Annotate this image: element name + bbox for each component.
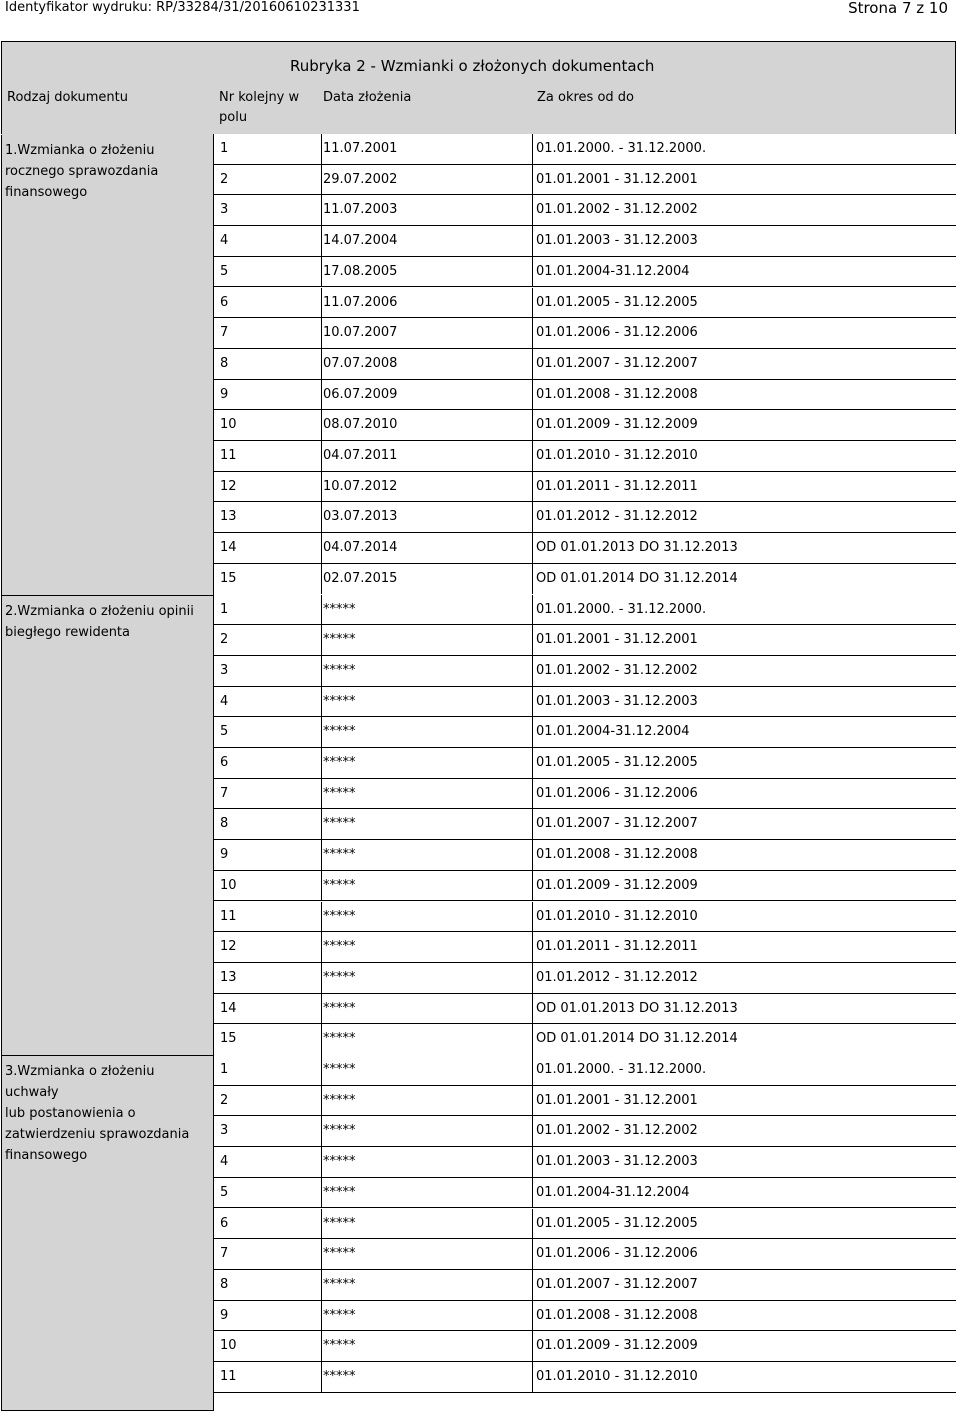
row-number: 9 (220, 847, 229, 863)
column-divider (321, 226, 322, 256)
row-number: 7 (220, 1246, 229, 1262)
row-number: 5 (220, 263, 229, 279)
table-row (214, 502, 956, 533)
column-divider (321, 1055, 322, 1085)
column-divider (532, 134, 533, 164)
submission-date: 11.07.2003 (323, 202, 398, 218)
submission-date: ***** (323, 1246, 356, 1262)
submission-date: 17.08.2005 (323, 263, 398, 279)
submission-date: ***** (323, 724, 356, 740)
column-header-date: Data złożenia (323, 90, 412, 105)
table-row (214, 1209, 956, 1240)
column-divider (532, 226, 533, 256)
period-range: 01.01.2006 - 31.12.2006 (536, 1246, 698, 1262)
row-number: 2 (220, 1092, 229, 1108)
table-row (214, 134, 956, 165)
period-range: 01.01.2009 - 31.12.2009 (536, 1338, 698, 1354)
period-range: 01.01.2012 - 31.12.2012 (536, 509, 698, 525)
column-header-nr-line2: polu (219, 110, 248, 125)
table-row (214, 441, 956, 472)
table-row (214, 195, 956, 226)
period-range: 01.01.2000. - 31.12.2000. (536, 141, 707, 156)
column-divider (532, 1209, 533, 1239)
column-divider (532, 779, 533, 809)
row-number: 2 (220, 171, 229, 187)
column-divider (532, 625, 533, 655)
column-divider (321, 1147, 322, 1177)
column-divider (321, 840, 322, 870)
section-label-line: 3.Wzmianka o złożeniu uchwały (5, 1064, 155, 1100)
period-range: 01.01.2003 - 31.12.2003 (536, 693, 698, 709)
column-divider (321, 472, 322, 502)
period-range: 01.01.2004-31.12.2004 (536, 1184, 690, 1200)
table-row (214, 257, 956, 288)
column-divider (532, 1086, 533, 1116)
row-number: 12 (220, 939, 237, 955)
column-divider (532, 994, 533, 1024)
column-divider (532, 871, 533, 901)
table-row (214, 994, 956, 1025)
period-range: 01.01.2007 - 31.12.2007 (536, 1276, 698, 1292)
submission-date: 03.07.2013 (323, 509, 398, 525)
section-label (5, 1061, 210, 1166)
column-divider (321, 625, 322, 655)
table-row (214, 902, 956, 933)
column-divider (321, 717, 322, 747)
row-number: 13 (220, 969, 237, 985)
row-number: 10 (220, 877, 237, 893)
submission-date: ***** (323, 969, 356, 985)
period-range: 01.01.2008 - 31.12.2008 (536, 386, 698, 402)
submission-date: ***** (323, 1276, 356, 1292)
column-divider (321, 257, 322, 287)
column-divider (321, 809, 322, 839)
period-range: 01.01.2011 - 31.12.2011 (536, 478, 698, 494)
column-divider (321, 1239, 322, 1269)
section-label-cell (1, 134, 213, 595)
table-row (214, 1086, 956, 1117)
submission-date: 06.07.2009 (323, 386, 398, 402)
row-number: 7 (220, 785, 229, 801)
period-range: 01.01.2012 - 31.12.2012 (536, 969, 698, 985)
column-divider (321, 533, 322, 563)
column-divider (532, 1178, 533, 1208)
section-label-line: rocznego sprawozdania (5, 164, 159, 179)
column-divider (321, 687, 322, 717)
period-range: 01.01.2008 - 31.12.2008 (536, 1307, 698, 1323)
table-row (214, 748, 956, 779)
row-number: 14 (220, 1000, 237, 1016)
table-row (214, 717, 956, 748)
column-divider (532, 1331, 533, 1361)
table-row (214, 564, 956, 595)
period-range: 01.01.2002 - 31.12.2002 (536, 662, 698, 678)
period-range: 01.01.2006 - 31.12.2006 (536, 785, 698, 801)
row-number: 1 (220, 1062, 229, 1077)
submission-date: ***** (323, 1307, 356, 1323)
row-number: 3 (220, 1123, 229, 1139)
period-range: 01.01.2004-31.12.2004 (536, 724, 690, 740)
column-divider (321, 1178, 322, 1208)
column-divider (321, 932, 322, 962)
submission-date: 04.07.2014 (323, 540, 398, 556)
column-divider (321, 165, 322, 195)
submission-date: ***** (323, 1031, 356, 1047)
column-divider (532, 533, 533, 563)
period-range: 01.01.2006 - 31.12.2006 (536, 325, 698, 341)
row-number: 5 (220, 1184, 229, 1200)
table-row (214, 1239, 956, 1270)
table-row (214, 1055, 956, 1086)
section-label-line: finansowego (5, 1148, 88, 1163)
column-divider (321, 871, 322, 901)
table-row (214, 410, 956, 441)
submission-date: ***** (323, 662, 356, 678)
submission-date: ***** (323, 755, 356, 770)
submission-date: ***** (323, 1092, 356, 1108)
submission-date: ***** (323, 1184, 356, 1200)
row-number: 15 (220, 1031, 237, 1047)
submission-date: 07.07.2008 (323, 355, 398, 371)
column-divider (532, 687, 533, 717)
column-divider (321, 441, 322, 471)
section-label-line: lub postanowienia o (5, 1106, 136, 1121)
period-range: 01.01.2005 - 31.12.2005 (536, 755, 698, 770)
table-row (214, 1270, 956, 1301)
column-divider (532, 1362, 533, 1392)
column-divider (532, 1270, 533, 1300)
column-divider (532, 840, 533, 870)
submission-date: ***** (323, 939, 356, 955)
row-number: 11 (220, 448, 237, 463)
submission-date: ***** (323, 632, 356, 648)
column-divider (321, 502, 322, 532)
column-divider (532, 656, 533, 686)
table-row (214, 349, 956, 380)
column-divider (321, 1270, 322, 1300)
table-row (214, 380, 956, 411)
column-divider (321, 1301, 322, 1331)
column-divider (532, 257, 533, 287)
submission-date: ***** (323, 1123, 356, 1139)
row-number: 4 (220, 233, 229, 249)
submission-date: ***** (323, 785, 356, 801)
section-label (5, 140, 210, 203)
row-number: 8 (220, 355, 229, 371)
table-row (214, 1116, 956, 1147)
period-range: 01.01.2007 - 31.12.2007 (536, 816, 698, 832)
row-number: 8 (220, 816, 229, 832)
column-divider (321, 595, 322, 625)
column-divider (532, 1147, 533, 1177)
period-range: 01.01.2005 - 31.12.2005 (536, 294, 698, 310)
table-row (214, 318, 956, 349)
submission-date: ***** (323, 1154, 356, 1170)
column-divider (321, 1362, 322, 1392)
column-header-nr (219, 88, 299, 128)
submission-date: ***** (323, 1369, 356, 1384)
column-header-period: Za okres od do (537, 90, 634, 105)
column-divider (321, 656, 322, 686)
period-range: 01.01.2003 - 31.12.2003 (536, 233, 698, 249)
row-number: 14 (220, 540, 237, 556)
column-divider (321, 1086, 322, 1116)
period-range: 01.01.2002 - 31.12.2002 (536, 202, 698, 218)
row-number: 6 (220, 294, 229, 310)
period-range: 01.01.2001 - 31.12.2001 (536, 171, 698, 187)
row-number: 10 (220, 417, 237, 433)
period-range: 01.01.2010 - 31.12.2010 (536, 1369, 698, 1384)
submission-date: ***** (323, 816, 356, 832)
table-row (214, 625, 956, 656)
submission-date: ***** (323, 1000, 356, 1016)
table-row (214, 595, 956, 626)
column-divider (532, 410, 533, 440)
row-number: 6 (220, 1215, 229, 1231)
table-row (214, 932, 956, 963)
table-row (214, 656, 956, 687)
table-row (214, 472, 956, 503)
print-identifier: Identyfikator wydruku: RP/33284/31/20160610231331 (5, 0, 360, 15)
table-row (214, 840, 956, 871)
section-label-cell (1, 595, 213, 1056)
row-number: 1 (220, 141, 229, 156)
row-number: 4 (220, 1154, 229, 1170)
period-range: OD 01.01.2013 DO 31.12.2013 (536, 540, 738, 556)
column-divider (532, 195, 533, 225)
column-divider (321, 195, 322, 225)
period-range: 01.01.2000. - 31.12.2000. (536, 1062, 707, 1077)
period-range: 01.01.2007 - 31.12.2007 (536, 355, 698, 371)
period-range: 01.01.2000. - 31.12.2000. (536, 601, 707, 617)
row-number: 3 (220, 202, 229, 218)
column-divider (532, 502, 533, 532)
section-label-line: biegłego rewidenta (5, 624, 130, 640)
column-divider (321, 349, 322, 379)
column-divider (321, 748, 322, 778)
column-divider (532, 748, 533, 778)
column-divider (321, 902, 322, 932)
row-number: 12 (220, 478, 237, 494)
row-number: 4 (220, 693, 229, 709)
column-divider (321, 380, 322, 410)
row-number: 11 (220, 1369, 237, 1384)
row-number: 3 (220, 662, 229, 678)
column-divider (321, 1331, 322, 1361)
submission-date: ***** (323, 601, 356, 617)
column-divider (532, 1055, 533, 1085)
row-number: 5 (220, 724, 229, 740)
column-divider (532, 963, 533, 993)
column-header-nr-line1: Nr kolejny w (219, 90, 300, 105)
row-number: 7 (220, 325, 229, 341)
period-range: 01.01.2005 - 31.12.2005 (536, 1215, 698, 1231)
row-number: 13 (220, 509, 237, 525)
row-number: 9 (220, 386, 229, 402)
table-row (214, 1147, 956, 1178)
column-divider (321, 994, 322, 1024)
column-divider (532, 1239, 533, 1269)
column-divider (321, 963, 322, 993)
submission-date: 04.07.2011 (323, 448, 398, 463)
submission-date: ***** (323, 847, 356, 863)
column-divider (321, 134, 322, 164)
rubric-title: Rubryka 2 - Wzmianki o złożonych dokumentach (290, 57, 655, 75)
page-number: Strona 7 z 10 (848, 0, 948, 17)
column-divider (321, 1209, 322, 1239)
column-divider (532, 809, 533, 839)
row-number: 6 (220, 755, 229, 770)
column-divider (321, 779, 322, 809)
column-divider (532, 441, 533, 471)
submission-date: 10.07.2007 (323, 325, 398, 341)
period-range: OD 01.01.2013 DO 31.12.2013 (536, 1000, 738, 1016)
submission-date: 02.07.2015 (323, 570, 398, 586)
table-row (214, 1362, 956, 1393)
period-range: 01.01.2010 - 31.12.2010 (536, 908, 698, 924)
section-label (5, 601, 210, 643)
table-row (214, 1331, 956, 1362)
column-divider (321, 410, 322, 440)
period-range: 01.01.2002 - 31.12.2002 (536, 1123, 698, 1139)
submission-date: 11.07.2006 (323, 294, 398, 310)
table-row (214, 871, 956, 902)
column-divider (532, 472, 533, 502)
column-divider (321, 318, 322, 348)
table-row (214, 533, 956, 564)
column-divider (321, 288, 322, 318)
submission-date: ***** (323, 1338, 356, 1354)
period-range: 01.01.2008 - 31.12.2008 (536, 847, 698, 863)
row-number: 9 (220, 1307, 229, 1323)
table-row (214, 1024, 956, 1055)
column-divider (321, 1024, 322, 1055)
submission-date: 08.07.2010 (323, 417, 398, 433)
row-number: 1 (220, 601, 229, 617)
print-header (0, 0, 960, 20)
table-row (214, 226, 956, 257)
row-number: 15 (220, 570, 237, 586)
column-divider (532, 165, 533, 195)
row-number: 11 (220, 908, 237, 924)
submission-date: ***** (323, 1062, 356, 1077)
column-divider (532, 349, 533, 379)
table-row (214, 963, 956, 994)
submission-date: 10.07.2012 (323, 478, 398, 494)
table-row (214, 779, 956, 810)
period-range: OD 01.01.2014 DO 31.12.2014 (536, 1031, 738, 1047)
table-row (214, 165, 956, 196)
table-row (214, 1178, 956, 1209)
row-number: 2 (220, 632, 229, 648)
period-range: 01.01.2010 - 31.12.2010 (536, 448, 698, 463)
column-divider (532, 1024, 533, 1055)
column-divider (532, 564, 533, 595)
period-range: 01.01.2001 - 31.12.2001 (536, 632, 698, 648)
period-range: 01.01.2004-31.12.2004 (536, 263, 690, 279)
column-divider (321, 1116, 322, 1146)
submission-date: 14.07.2004 (323, 233, 398, 249)
column-divider (532, 902, 533, 932)
submission-date: ***** (323, 877, 356, 893)
period-range: 01.01.2009 - 31.12.2009 (536, 417, 698, 433)
submission-date: 11.07.2001 (323, 141, 398, 156)
table-row (214, 687, 956, 718)
submission-date: ***** (323, 693, 356, 709)
row-number: 10 (220, 1338, 237, 1354)
section-label-line: 2.Wzmianka o złożeniu opinii (5, 603, 194, 619)
table-row (214, 1301, 956, 1332)
period-range: OD 01.01.2014 DO 31.12.2014 (536, 570, 738, 586)
period-range: 01.01.2009 - 31.12.2009 (536, 877, 698, 893)
table-row (214, 809, 956, 840)
table-row (214, 288, 956, 319)
period-range: 01.01.2003 - 31.12.2003 (536, 1154, 698, 1170)
column-divider (532, 380, 533, 410)
period-range: 01.01.2001 - 31.12.2001 (536, 1092, 698, 1108)
label-column-divider (213, 134, 214, 1411)
column-divider (532, 932, 533, 962)
submission-date: ***** (323, 908, 356, 924)
section-label-line: finansowego (5, 185, 88, 200)
column-divider (532, 595, 533, 625)
submission-date: 29.07.2002 (323, 171, 398, 187)
column-divider (321, 564, 322, 595)
column-divider (532, 1301, 533, 1331)
column-divider (532, 717, 533, 747)
section-label-line: 1.Wzmianka o złożeniu (5, 143, 155, 158)
column-header-type: Rodzaj dokumentu (7, 90, 128, 105)
column-divider (532, 288, 533, 318)
period-range: 01.01.2011 - 31.12.2011 (536, 939, 698, 955)
row-number: 8 (220, 1276, 229, 1292)
section-label-line: zatwierdzeniu sprawozdania (5, 1127, 190, 1142)
submission-date: ***** (323, 1215, 356, 1231)
column-divider (532, 1116, 533, 1146)
column-divider (532, 318, 533, 348)
